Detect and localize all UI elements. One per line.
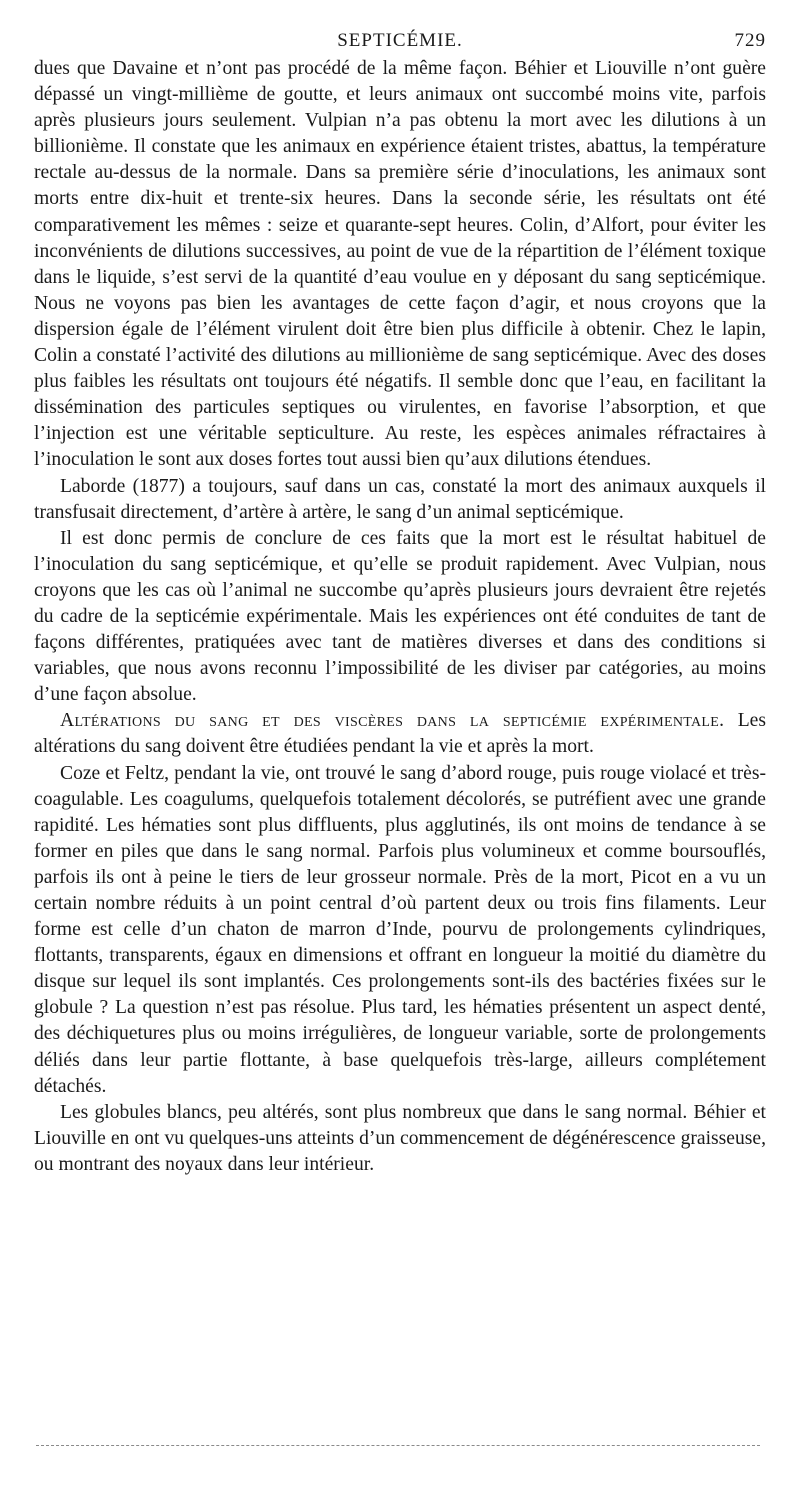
page-number: 729 — [734, 30, 766, 51]
section-heading: Altérations du sang et des viscères dans la septicémie expérimentale. — [60, 710, 725, 732]
paragraph-conclusion: Il est donc permis de conclure de ces faits que la mort est le résultat habituel de l’inoculation du sang septicémique, et qu’elle se produit rapidement. Avec Vulpian, nous croyons que les cas où l’animal ne succombe qu’après plusieurs jours devraient être rejetés du cadre de la septicémie expérimentale. Mais les expériences ont été conduites de tant de façons différentes, pratiquées avec tant de matières diverses et dans des conditions si variables, que nous avons reconnu l’impossibilité de les diviser par catégories, au moins d’une façon absolue. — [34, 527, 766, 706]
paragraph-coze-feltz: Coze et Feltz, pendant la vie, ont trouvé le sang d’abord rouge, puis rouge violacé et très-coagulable. Les coagulums, quelquefois totalement décolorés, se putréfient avec une grande rapidité. Les hématies sont plus diffluents, plus agglutinés, ils ont moins de tendance à se former en piles que dans le sang normal. Parfois plus volumineux et comme boursouflés, parfois ils ont à peine le tiers de leur grosseur normale. Près de la mort, Picot en a vu un certain nombre réduits à un point central d’où partent deux ou trois fins filaments. Leur forme est celle d’un chaton de marron d’Inde, pourvu de prolongements cylindriques, flottants, transparents, égaux en dimensions et offrant en longueur la moitié du diamètre du disque sur lequel ils sont implantés. Ces prolongements sont-ils des bactéries fixées sur le globule ? La question n’est pas résolue. Plus tard, les hématies présentent un aspect denté, des déchiquetures plus ou moins irrégulières, de longueur variable, sorte de prolongements déliés dans leur partie flottante, à base quelquefois très-large, ailleurs complétement détachés. — [34, 762, 766, 1097]
bottom-rule — [36, 1445, 760, 1446]
body-text — [34, 56, 766, 1178]
paragraph-laborde: Laborde (1877) a toujours, sauf dans un cas, constaté la mort des animaux auxquels il transfusait directement, d’artère à artère, le sang d’un animal septicémique. — [34, 475, 766, 523]
running-head — [34, 26, 766, 56]
running-title: SEPTICÉMIE. — [337, 30, 463, 51]
book-page — [34, 26, 766, 1178]
section-intro: Les altérations du sang doivent être étudiées pendant la vie et après la mort. — [34, 710, 766, 758]
paragraph-continued: dues que Davaine et n’ont pas procédé de la même façon. Béhier et Liouville n’ont guère dépassé un vingt-millième de goutte, et leurs animaux ont succombé moins vite, parfois après plusieurs jours seulement. Vulpian n’a pas obtenu la mort avec les dilutions à un billionième. Il constate que les animaux en expérience étaient tristes, abattus, la température rectale au-dessus de la normale. Dans sa première série d’inoculations, les animaux sont morts entre dix-huit et trente-six heures. Dans la seconde série, les résultats ont été comparativement les mêmes : seize et quarante-sept heures. Colin, d’Alfort, pour éviter les inconvénients de dilutions successives, au point de vue de la répartition de l’élément toxique dans le liquide, s’est servi de la quantité d’eau voulue en y déposant du sang septicémique. Nous ne voyons pas bien les avantages de cette façon d’agir, et nous croyons que la dispersion égale de l’élément virulent doit être bien plus difficile à obtenir. Chez le lapin, Colin a constaté l’activité des dilutions au millionième de sang septicémique. Avec des doses plus faibles les résultats ont toujours été négatifs. Il semble donc que l’eau, en facilitant la dissémination des particules septiques ou virulentes, en favorise l’absorption, et que l’injection est une véritable septiculture. Au reste, les espèces animales réfractaires à l’inoculation le sont aux doses fortes tout aussi bien qu’aux dilutions étendues. — [34, 58, 766, 471]
paragraph-globules-blancs: Les globules blancs, peu altérés, sont plus nombreux que dans le sang normal. Béhier et Liouville en ont vu quelques-uns atteints d’un commencement de dégénérescence graisseuse, ou montrant des noyaux dans leur intérieur. — [34, 1101, 766, 1175]
section-paragraph — [34, 708, 766, 760]
